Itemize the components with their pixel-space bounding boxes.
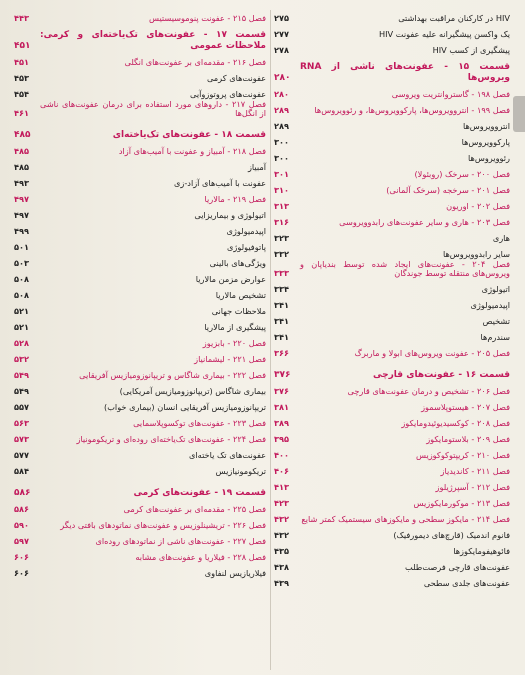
toc-page-number: ۴۵۱ [14, 40, 31, 51]
toc-entry-title: فصل ۲۱۱ - کاندیدیاز [440, 466, 510, 477]
toc-part-heading [14, 30, 266, 52]
toc-entry-title: قسمت ۱۶ - عفونت‌های قارچی [373, 370, 510, 381]
toc-page-number: ۴۳۸ [274, 562, 289, 573]
toc-page-number: ۳۷۶ [274, 386, 289, 397]
toc-page-number: ۶۰۶ [14, 568, 29, 579]
toc-entry-title: تشخیص [482, 316, 510, 327]
toc-entry-title: عفونت‌های قارچی فرصت‌طلب [405, 562, 510, 573]
toc-entry-title: فصل ۲۲۷ - عفونت‌های ناشی از نماتودهای روده‌ای [95, 536, 266, 547]
toc-entry-title: تشخیص مالاریا [215, 290, 266, 301]
toc-page-number: ۲۷۵ [274, 13, 289, 24]
toc-entry-title: فصل ۲۱۴ - مایکوز سطحی و مایکوزهای سیستمیک کمتر شایع [301, 514, 510, 525]
toc-part-heading [14, 125, 266, 141]
toc-page-number: ۳۹۵ [274, 434, 289, 445]
toc-chapter-entry [14, 8, 266, 24]
toc-page-number: ۵۸۶ [14, 504, 29, 515]
toc-chapter-entry [274, 381, 510, 397]
toc-subentry [274, 541, 510, 557]
toc-entry-title: فصل ۱۹۹ - انتروویروس‌ها، پارکوویروس‌ها، و رئوویروس‌ها [314, 104, 510, 115]
toc-chapter-entry [274, 196, 510, 212]
toc-page-number: ۳۱۶ [274, 216, 289, 227]
toc-subentry [14, 68, 266, 84]
toc-page-number: ۲۸۹ [274, 104, 289, 115]
toc-entry-title: قسمت ۱۸ - عفونت‌های تک‌یاخته‌ای [112, 130, 266, 141]
toc-part-heading [274, 62, 510, 84]
toc-chapter-entry [14, 531, 266, 547]
toc-page-number: ۵۶۳ [14, 418, 29, 429]
toc-entry-title: پارکوویروس‌ها [461, 136, 510, 147]
toc-entry-title: فصل ۲۲۶ - تریشینلوزیس و عفونت‌های نماتودهای بافتی دیگر [60, 520, 266, 531]
toc-page-number: ۳۳۴ [274, 284, 289, 295]
toc-page-number: ۳۷۶ [274, 370, 291, 381]
toc-page-number: ۳۲۳ [274, 232, 289, 243]
toc-entry-title: فصل ۲۲۰ - بابزیوز [202, 338, 266, 349]
toc-page-number: ۴۳۲ [274, 514, 289, 525]
toc-page-number: ۳۰۱ [274, 168, 289, 179]
toc-page-number: ۵۹۰ [14, 520, 29, 531]
toc-page-number: ۶۰۶ [14, 552, 29, 563]
toc-chapter-entry [274, 413, 510, 429]
toc-chapter-entry [14, 141, 266, 157]
toc-page-number: ۵۰۸ [14, 274, 29, 285]
toc-subentry [274, 116, 510, 132]
toc-chapter-entry [274, 164, 510, 180]
toc-page-number: ۴۸۵ [14, 146, 29, 157]
toc-subentry [274, 311, 510, 327]
toc-page-number: ۴۳۹ [274, 578, 289, 589]
toc-subentry [14, 269, 266, 285]
toc-entry-title: سایر رابدوویروس‌ها [442, 248, 510, 259]
toc-entry-title: فصل ۱۹۸ - گاستروانتریت ویروسی [391, 88, 510, 99]
toc-entry-title: فصل ۲۱۹ - مالاریا [204, 194, 266, 205]
toc-entry-title: اپیدمیولوژی [470, 300, 510, 311]
toc-chapter-entry [274, 100, 510, 116]
toc-entry-title: رئوویروس‌ها [468, 152, 510, 163]
toc-page-number: ۵۸۴ [14, 466, 29, 477]
toc-chapter-entry [274, 429, 510, 445]
toc-page-number: ۴۱۳ [274, 482, 289, 493]
toc-page-number: ۴۹۳ [14, 178, 29, 189]
toc-entry-title: فصل ۲۰۴ - عفونت‌های ایجاد شده توسط بندیاپان و ویروس‌های منتقله توسط جوندگان [300, 258, 510, 279]
toc-entry-title: پیشگیری از مالاریا [204, 322, 266, 333]
toc-entry-title: عوارض مزمن مالاریا [195, 274, 266, 285]
toc-page-number: ۳۰۰ [274, 152, 289, 163]
toc-entry-title: HIV در کارکنان مراقبت بهداشتی [398, 13, 510, 24]
toc-page-number: ۴۵۳ [14, 72, 29, 83]
toc-page-number: ۵۷۷ [14, 450, 29, 461]
toc-page-number: ۲۸۹ [274, 120, 289, 131]
toc-page-number: ۲۷۸ [274, 45, 289, 56]
toc-page-number: ۳۸۹ [274, 418, 289, 429]
toc-entry-title: فصل ۲۰۲ - اوریون [446, 200, 510, 211]
toc-chapter-entry [274, 397, 510, 413]
toc-page-number: ۳۶۶ [274, 348, 289, 359]
toc-chapter-entry [14, 333, 266, 349]
toc-page-number: ۵۹۷ [14, 536, 29, 547]
toc-page-number: ۳۱۳ [274, 200, 289, 211]
toc-subentry [14, 301, 266, 317]
toc-page-number: ۲۸۰ [274, 88, 289, 99]
toc-page-number: ۳۴۱ [274, 316, 289, 327]
toc-entry-title: فصل ۲۲۴ - عفونت‌های تک‌یاخته‌ای روده‌ای و تریکومونیاز [76, 434, 266, 445]
toc-chapter-entry [274, 84, 510, 100]
toc-subentry [14, 205, 266, 221]
toc-entry-title: عفونت‌های کرمی [206, 72, 266, 83]
toc-subentry [274, 557, 510, 573]
toc-page-number: ۵۰۸ [14, 290, 29, 301]
column-divider [270, 10, 271, 670]
toc-entry-title: فصل ۲۰۱ - سرخجه (سرخک آلمانی) [386, 184, 510, 195]
toc-chapter-entry [14, 189, 266, 205]
toc-page-number: ۵۸۶ [14, 488, 31, 499]
toc-entry-title: اتیولوژی و بیماریزایی [194, 210, 266, 221]
toc-entry-title: فصل ۲۰۳ - هاری و سایر عفونت‌های رابدوویروسی [339, 216, 510, 227]
toc-page-number: ۵۴۹ [14, 370, 29, 381]
toc-entry-title: فصل ۲۰۹ - بلاستومایکوز [426, 434, 510, 445]
toc-page-number: ۴۰۰ [274, 450, 289, 461]
toc-left-column [14, 8, 266, 579]
toc-subentry [14, 445, 266, 461]
toc-page-number: ۵۴۹ [14, 386, 29, 397]
toc-subentry [274, 228, 510, 244]
toc-chapter-entry [14, 515, 266, 531]
toc-chapter-entry [14, 499, 266, 515]
toc-entry-title: فصل ۲۱۵ - عفونت پنوموسیستیس [149, 13, 266, 24]
toc-entry-title: فصل ۲۰۸ - کوکسیدیوئیدومایکوز [401, 418, 510, 429]
toc-subentry [14, 253, 266, 269]
toc-entry-title: تریپانوزومیازیس آفریقایی انسان (بیماری خواب) [104, 402, 266, 413]
toc-chapter-entry [274, 493, 510, 509]
toc-subentry [14, 221, 266, 237]
toc-entry-title: ملاحظات جهانی [211, 306, 266, 317]
toc-entry-title: آمبیاز [247, 162, 266, 173]
toc-entry-title: هاری [492, 232, 510, 243]
toc-page-number: ۴۸۵ [14, 162, 29, 173]
toc-subentry [274, 327, 510, 343]
toc-page-number: ۵۷۳ [14, 434, 29, 445]
toc-page-number: ۵۲۸ [14, 338, 29, 349]
toc-page-number: ۵۰۳ [14, 258, 29, 269]
toc-subentry [274, 24, 510, 40]
toc-entry-title: فصل ۲۲۸ - فیلاریا و عفونت‌های مشابه [135, 552, 266, 563]
toc-page-number: ۲۷۷ [274, 29, 289, 40]
toc-chapter-entry [14, 52, 266, 68]
toc-page-number: ۴۳۲ [274, 530, 289, 541]
toc-page-number: ۴۵۱ [14, 56, 29, 67]
toc-page-number: ۴۰۶ [274, 466, 289, 477]
toc-page-number: ۵۲۱ [14, 322, 29, 333]
toc-page-number: ۵۰۱ [14, 242, 29, 253]
toc-chapter-entry [274, 509, 510, 525]
toc-subentry [274, 148, 510, 164]
toc-entry-title: فیلاریازیس لنفاوی [204, 568, 266, 579]
toc-subentry [14, 157, 266, 173]
toc-chapter-entry [274, 477, 510, 493]
toc-entry-title: فانوم اندمیک (قارچ‌های دیمورفیک) [393, 530, 510, 541]
toc-entry-title: فصل ۲۰۶ - تشخیص و درمان عفونت‌های قارچی [347, 386, 510, 397]
toc-chapter-entry [14, 429, 266, 445]
toc-chapter-entry [14, 547, 266, 563]
toc-chapter-entry [274, 343, 510, 359]
toc-chapter-entry [14, 100, 266, 120]
toc-page-number: ۴۹۹ [14, 226, 29, 237]
toc-subentry [274, 40, 510, 56]
toc-page-number: ۵۵۷ [14, 402, 29, 413]
toc-page-number: ۵۳۲ [14, 354, 29, 365]
toc-chapter-entry [274, 260, 510, 280]
toc-entry-title: فصل ۲۲۵ - مقدمه‌ای بر عفونت‌های کرمی [123, 504, 266, 515]
toc-page-number: ۴۵۴ [14, 88, 29, 99]
toc-page-number: ۴۲۳ [274, 498, 289, 509]
toc-part-heading [14, 483, 266, 499]
toc-page-number: ۴۶۱ [14, 108, 29, 119]
toc-entry-title: عفونت با آمیب‌های آزاد-زی [173, 178, 266, 189]
toc-entry-title: فائوهیفومایکوزها [453, 546, 510, 557]
toc-entry-title: فصل ۲۰۷ - هیستوپلاسموز [421, 402, 510, 413]
toc-entry-title: قسمت ۱۷ - عفونت‌های تک‌یاخته‌ای و کرمی: ملاحظات عمومی [40, 30, 266, 51]
toc-entry-title: فصل ۲۲۳ - عفونت‌های توکسوپلاسمایی [133, 418, 266, 429]
toc-page-number: ۳۰۰ [274, 136, 289, 147]
toc-entry-title: ویژگی‌های بالینی [209, 258, 266, 269]
toc-page-number: ۲۸۰ [274, 72, 291, 83]
toc-chapter-entry [274, 461, 510, 477]
toc-page-number: ۳۴۱ [274, 300, 289, 311]
toc-entry-title: انتروویروس‌ها [462, 120, 510, 131]
toc-entry-title: فصل ۲۲۲ - بیماری شاگاس و تریپانوزومیازیس آفریقایی [79, 370, 266, 381]
toc-page-number: ۳۸۱ [274, 402, 289, 413]
toc-page-number: ۳۴۱ [274, 332, 289, 343]
toc-entry-title: اتیولوژی [481, 284, 510, 295]
toc-entry-title: عفونت‌های تک یاخته‌ای [189, 450, 266, 461]
toc-entry-title: فصل ۲۱۶ - مقدمه‌ای بر عفونت‌های انگلی [124, 56, 266, 67]
toc-entry-title: عفونت‌های پروتوزوآیی [190, 88, 266, 99]
toc-chapter-entry [274, 180, 510, 196]
toc-subentry [14, 461, 266, 477]
toc-subentry [274, 132, 510, 148]
toc-subentry [14, 237, 266, 253]
toc-entry-title: سندرم‌ها [480, 332, 510, 343]
toc-entry-title: تریکومونیازیس [215, 466, 266, 477]
toc-page-number: ۴۸۵ [14, 130, 31, 141]
toc-subentry [14, 381, 266, 397]
toc-subentry [274, 295, 510, 311]
toc-page-number: ۴۴۳ [14, 13, 29, 24]
toc-subentry [274, 525, 510, 541]
toc-entry-title: فصل ۲۱۳ - موکورمایکوزیس [413, 498, 510, 509]
toc-page-number: ۳۳۳ [274, 268, 289, 279]
toc-subentry [274, 244, 510, 260]
toc-subentry [14, 285, 266, 301]
toc-subentry [14, 173, 266, 189]
toc-entry-title: فصل ۲۱۲ - آسپرژیلوز [435, 482, 510, 493]
toc-right-column [274, 8, 510, 589]
toc-entry-title: فصل ۲۱۷ - داروهای مورد استفاده برای درمان عفونت‌های ناشی از انگل‌ها [40, 98, 266, 119]
toc-entry-title: پیشگیری از کسب HIV [432, 45, 510, 56]
toc-subentry [14, 397, 266, 413]
toc-entry-title: عفونت‌های جلدی سطحی [423, 578, 510, 589]
toc-entry-title: قسمت ۱۹ - عفونت‌های کرمی [133, 488, 266, 499]
toc-entry-title: فصل ۲۰۵ - عفونت ویروس‌های ابولا و ماربرگ [354, 348, 510, 359]
toc-subentry [274, 573, 510, 589]
toc-subentry [14, 317, 266, 333]
toc-chapter-entry [274, 212, 510, 228]
toc-chapter-entry [14, 413, 266, 429]
toc-subentry [14, 563, 266, 579]
toc-subentry [274, 279, 510, 295]
page-edge-tab [513, 96, 525, 132]
toc-page-number: ۳۱۰ [274, 184, 289, 195]
toc-chapter-entry [14, 365, 266, 381]
toc-page-number: ۴۹۷ [14, 194, 29, 205]
toc-page-number: ۳۳۲ [274, 248, 289, 259]
toc-chapter-entry [274, 445, 510, 461]
toc-entry-title: پاتوفیولوژی [227, 242, 266, 253]
toc-entry-title: یک واکسن پیشگیرانه علیه عفونت HIV [378, 29, 510, 40]
toc-page-number: ۴۹۷ [14, 210, 29, 221]
toc-entry-title: فصل ۲۰۰ - سرخک (روبئولا) [414, 168, 510, 179]
toc-entry-title: اپیدمیولوژی [226, 226, 266, 237]
toc-entry-title: قسمت ۱۵ - عفونت‌های ناشی از RNA ویروس‌ها [300, 62, 510, 83]
toc-entry-title: فصل ۲۲۱ - لیشمانیاز [194, 354, 266, 365]
toc-entry-title: فصل ۲۱۰ - کریپتوکوکوزیس [416, 450, 510, 461]
toc-chapter-entry [14, 349, 266, 365]
toc-entry-title: فصل ۲۱۸ - آمبیاز و عفونت با آمیب‌های آزاد [118, 146, 266, 157]
toc-entry-title: بیماری شاگاس (تریپانوزومیازیس آمریکایی) [119, 386, 266, 397]
toc-part-heading [274, 365, 510, 381]
toc-page-number: ۴۳۵ [274, 546, 289, 557]
toc-subentry [274, 8, 510, 24]
toc-page-number: ۵۲۱ [14, 306, 29, 317]
toc-subentry [14, 84, 266, 100]
